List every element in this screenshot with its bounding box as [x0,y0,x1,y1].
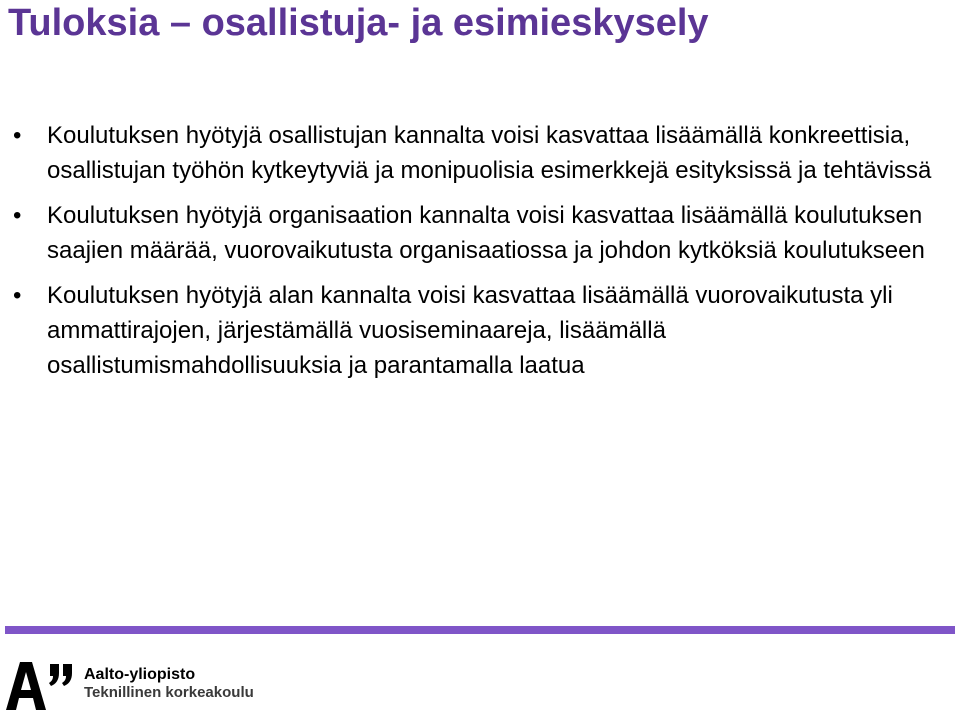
bullet-text: Koulutuksen hyötyjä osallistujan kannalta voisi kasvattaa lisäämällä konkreettisia, osallistujan työhön kytkeytyviä ja monipuolisia esimerkkejä esityksissä ja tehtävissä [47,122,932,184]
bullet-item [0,278,960,383]
school-name: Teknillinen korkeakoulu [84,684,254,701]
logo-text [84,666,254,702]
bullet-icon: • [13,122,22,149]
bullet-item [0,118,960,188]
org-name: Aalto-yliopisto [84,666,196,683]
aalto-a-logo-icon [6,660,76,710]
slide-title: Tuloksia – osallistuja- ja esimieskysely [8,2,709,44]
bullet-text: Koulutuksen hyötyjä alan kannalta voisi kasvattaa lisäämällä vuorovaikutusta yli ammattirajojen, järjestämällä vuosiseminaareja, lisäämällä osallistumismahdollisuuksia ja parantamalla laatua [47,282,893,379]
footer-divider [5,626,955,634]
bullet-text: Koulutuksen hyötyjä organisaation kannalta voisi kasvattaa lisäämällä koulutuksen saajien määrää, vuorovaikutusta organisaatiossa ja johdon kytköksiä koulutukseen [47,202,925,264]
bullet-item [0,198,960,268]
bullet-list [0,118,960,393]
bullet-icon: • [13,282,22,309]
bullet-icon: • [13,202,22,229]
